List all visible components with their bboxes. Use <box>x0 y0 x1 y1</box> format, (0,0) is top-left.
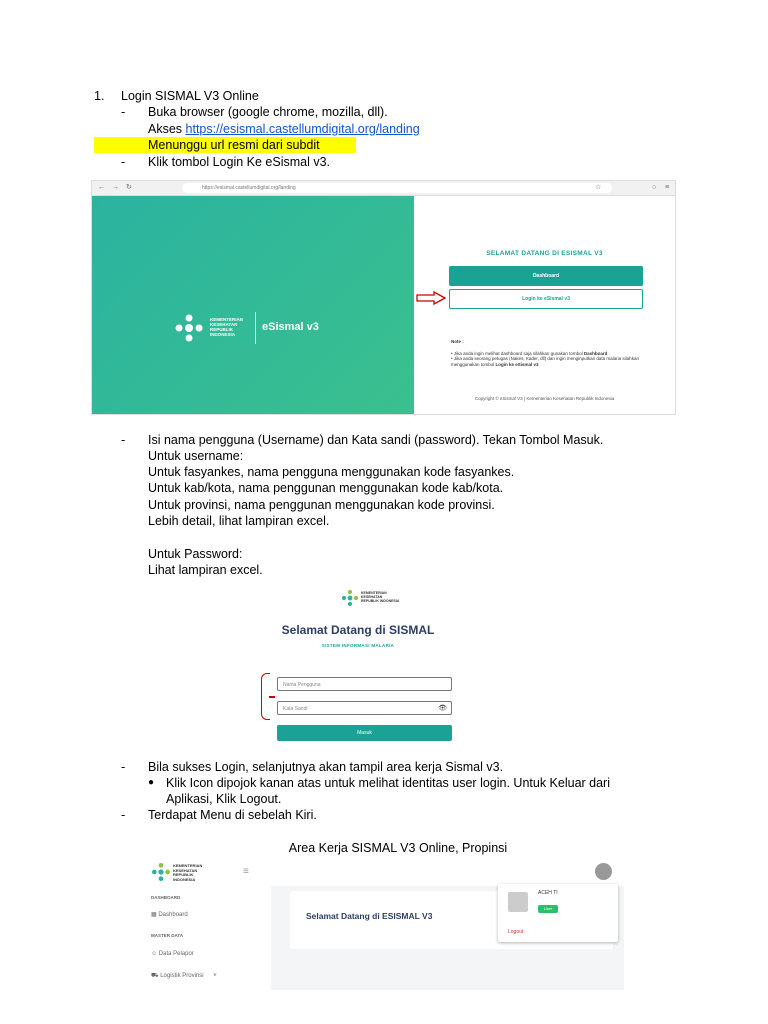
akses-prefix: Akses <box>148 122 186 136</box>
username-input[interactable]: Nama Pengguna <box>277 677 452 691</box>
url-bar: https://esismal.castellumdigital.org/landing <box>182 183 612 193</box>
login-subtitle: SISTEM INFORMASI MALARIA <box>321 643 395 648</box>
landing-link[interactable]: https://esismal.castellumdigital.org/landing <box>185 122 420 136</box>
reload-icon: ↻ <box>126 184 132 191</box>
note-label: Note : <box>451 339 464 344</box>
landing-screenshot <box>91 180 676 415</box>
provinsi-text: Untuk provinsi, nama penggunan menggunakan kode provinsi. <box>148 498 495 512</box>
password-input[interactable] <box>277 701 452 715</box>
star-icon: ☆ <box>595 184 602 191</box>
dash-bullet: - <box>121 760 126 774</box>
isi-text: Isi nama pengguna (Username) dan Kata sandi (password). Tekan Tombol Masuk. <box>148 433 604 447</box>
kemenkes-logo-icon <box>174 313 204 343</box>
bila-text: Bila sukses Login, selanjutnya akan tampil area kerja Sismal v3. <box>148 760 504 774</box>
landing-panel <box>414 196 675 414</box>
user-role-badge: User <box>538 905 558 913</box>
step-number: 1. <box>94 89 105 103</box>
sidebar-section-dashboard: DASHBOARD <box>151 895 181 900</box>
dash-bullet: - <box>121 155 126 169</box>
akses-line <box>148 121 420 137</box>
password-placeholder: Kata Sandi <box>283 706 308 712</box>
kabkota-text: Untuk kab/kota, nama penggunan menggunakan kode kab/kota. <box>148 481 504 495</box>
kemenkes-logo-icon <box>151 862 171 882</box>
sidebar-item-logistik[interactable]: ⛟ Logistik Provinsi ˅ <box>151 973 217 979</box>
kemenkes-logo-icon <box>341 589 359 607</box>
menunggu-text: Menunggu url resmi dari subdit <box>148 138 320 152</box>
dash-bullet: - <box>121 808 126 822</box>
sidebar-item-pelapor[interactable]: ☺ Data Pelapor <box>151 951 194 957</box>
copyright: Copyright © eSismal V3 | Kementerian Kesehatan Republik Indonesia <box>474 396 615 401</box>
app-name: eSismal v3 <box>262 321 319 333</box>
bracket-tick <box>269 696 275 698</box>
sidebar <box>143 886 271 990</box>
dash-bullet: - <box>121 105 126 119</box>
dashboard-button[interactable]: Dashboard <box>449 266 643 286</box>
untuk-password: Untuk Password: <box>148 547 243 561</box>
klik-icon-text-2: Aplikasi, Klik Logout. <box>166 792 282 806</box>
login-screenshot <box>261 585 455 745</box>
dash-bullet: - <box>121 433 126 447</box>
caption: Area Kerja SISMAL V3 Online, Propinsi <box>288 841 508 855</box>
browser-toolbar <box>92 181 675 196</box>
note-item: • Jika anda ingin melihat dashboard saja silahkan gunakan tombol Dashboard <box>451 350 608 356</box>
red-arrow-icon <box>416 291 446 305</box>
sidebar-item-label: Logistik Provinsi <box>160 973 204 979</box>
back-icon: ← <box>98 184 105 191</box>
landing-note <box>451 339 651 367</box>
terdapat-text: Terdapat Menu di sebelah Kiri. <box>148 808 317 822</box>
landing-title: SELAMAT DATANG DI ESISMAL V3 <box>486 250 603 257</box>
profile-icon: ○ <box>652 184 657 191</box>
user-name: ACEH TI <box>538 890 558 896</box>
logout-link[interactable]: Logout <box>508 929 524 935</box>
kemenkes-text: KEMENTERIAN KESEHATAN REPUBLIK INDONESIA <box>210 317 244 337</box>
note1-bold: Dashboard <box>583 350 608 356</box>
klik-text: Klik tombol Login Ke eSismal v3. <box>148 155 331 169</box>
masuk-button[interactable]: Masuk <box>277 725 452 741</box>
hamburger-icon[interactable]: ≡ <box>243 866 249 877</box>
kemenkes-text: KEMENTERIAN KESEHATAN REPUBLIK INDONESIA <box>361 591 400 603</box>
note2-bold: Login ke eSismal v3 <box>495 361 539 367</box>
landing-hero <box>92 196 414 414</box>
klik-icon-text-1: Klik Icon dipojok kanan atas untuk melihat identitas user login. Untuk Keluar dari <box>166 776 611 790</box>
eye-icon[interactable]: 👁 <box>438 705 447 712</box>
lebih-text: Lebih detail, lihat lampiran excel. <box>148 514 330 528</box>
login-title: Selamat Datang di SISMAL <box>281 623 435 637</box>
lihat-text: Lihat lampiran excel. <box>148 563 263 577</box>
kemenkes-text: KEMENTERIAN KESEHATAN REPUBLIK INDONESIA <box>173 863 203 882</box>
step1-title: Login SISMAL V3 Online <box>121 89 259 103</box>
forward-icon: → <box>112 184 119 191</box>
workspace-screenshot <box>143 858 624 990</box>
workspace-topbar <box>143 858 624 886</box>
note2-text: Jika anda seorang petugas (Nakes, Kader, dll) dan ingin menginputkan data malaria silahkan menggunakan tombol <box>451 356 639 367</box>
menu-icon: ≡ <box>665 184 670 191</box>
fasyankes-text: Untuk fasyankes, nama pengguna menggunakan kode fasyankes. <box>148 465 515 479</box>
dot-bullet: ● <box>148 777 155 788</box>
chevron-down-icon: ˅ <box>213 973 217 979</box>
user-dropdown <box>498 884 618 942</box>
sidebar-item-dashboard[interactable]: ▦ Dashboard <box>151 912 188 918</box>
note1-text: Jika anda ingin melihat dashboard saja silahkan gunakan tombol <box>453 350 584 356</box>
sidebar-item-label: Dashboard <box>158 912 188 918</box>
user-photo-icon <box>508 892 528 912</box>
note-item: • Jika anda seorang petugas (Nakes, Kader, dll) dan ingin menginputkan data malaria silahkan menggunakan tombol Login ke eSismal v3 <box>451 356 639 367</box>
sidebar-section-master: MASTER DATA <box>151 933 184 938</box>
untuk-username: Untuk username: <box>148 449 244 463</box>
login-esismal-button[interactable]: Login ke eSismal v3 <box>449 289 643 309</box>
sidebar-item-label: Data Pelapor <box>158 951 194 957</box>
welcome-title: Selamat Datang di ESISMAL V3 <box>306 911 433 921</box>
logo-divider <box>255 312 256 344</box>
user-avatar-icon[interactable] <box>595 863 612 880</box>
buka-text: Buka browser (google chrome, mozilla, dll). <box>148 105 388 119</box>
